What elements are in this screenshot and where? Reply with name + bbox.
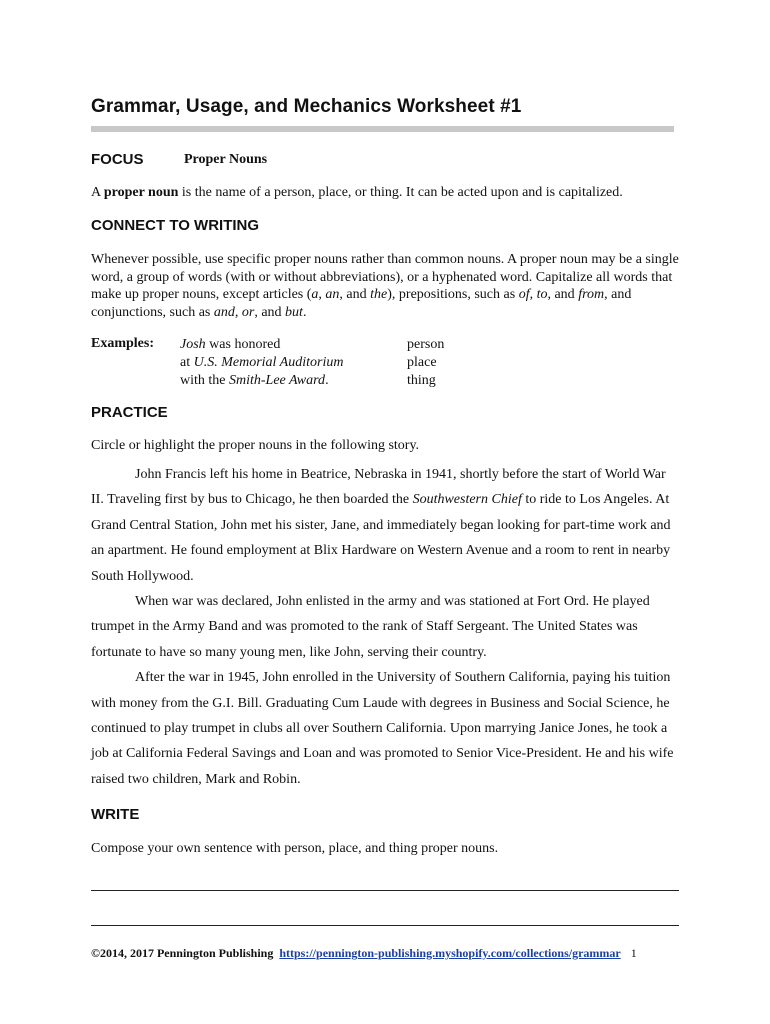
example-line-thing: with the Smith-Lee Award. [180, 373, 329, 388]
definition-term: proper noun [103, 185, 179, 200]
example-line-place: at U.S. Memorial Auditorium [180, 355, 344, 370]
practice-instruction: Circle or highlight the proper nouns in the following story. [91, 438, 420, 453]
page-footer [91, 946, 681, 961]
connect-heading: CONNECT TO WRITING [91, 217, 260, 234]
copyright-text: ©2014, 2017 Pennington Publishing [91, 946, 274, 960]
example-line-person: Josh was honored [180, 337, 281, 352]
connect-paragraph: Whenever possible, use specific proper nouns rather than common nouns. A proper noun may be a single word, a group of words (with or without abbreviations), or a hyphenated word. Capitalize all words that make up proper nouns, except articles (a, an, and the), prepositions, such as of, to, and from, and conjunctions, such as and, or, and but. [91, 252, 679, 320]
focus-label: FOCUS [91, 151, 144, 168]
title-underline-bar [91, 126, 674, 132]
story-paragraph: When war was declared, John enlisted in the army and was stationed at Fort Ord. He played trumpet in the Army Band and was promoted to the rank of Staff Sergeant. The United States was fortunate to have so many young men, like John, serving their country. [91, 594, 650, 660]
practice-story [91, 462, 681, 792]
write-heading: WRITE [91, 806, 140, 823]
answer-line[interactable] [91, 925, 679, 926]
worksheet-title: Grammar, Usage, and Mechanics Worksheet #1 [91, 96, 522, 117]
examples-label: Examples: [91, 336, 154, 351]
practice-heading: PRACTICE [91, 404, 168, 421]
example-kind: person [407, 337, 445, 352]
story-paragraph: John Francis left his home in Beatrice, Nebraska in 1941, shortly before the start of World War II. Traveling first by bus to Chicago, he then boarded the Southwestern Chief to ride to Los Angeles. At Grand Central Station, John met his sister, Jane, and immediately began looking for part-time work and an apartment. He found employment at Blix Hardware on Western Avenue and a room to rent in nearby South Hollywood. [91, 467, 671, 584]
page-number: 1 [630, 946, 637, 960]
write-instruction: Compose your own sentence with person, place, and thing proper nouns. [91, 841, 499, 856]
example-kind: place [407, 355, 437, 370]
publisher-link[interactable]: https://pennington-publishing.myshopify.com/collections/grammar [279, 946, 621, 960]
examples-kinds [407, 336, 444, 390]
example-kind: thing [407, 373, 436, 388]
answer-line[interactable] [91, 890, 679, 891]
examples-sentences [180, 336, 343, 390]
story-paragraph: After the war in 1945, John enrolled in the University of Southern California, paying his tuition with money from the G.I. Bill. Graduating Cum Laude with degrees in Business and Social Science, he continued to play trumpet in clubs all over Southern California. Upon marrying Janice Jones, he took a job at California Federal Savings and Loan and was promoted to Senior Vice-President. He and his wife raised two children, Mark and Robin. [91, 670, 674, 787]
definition-text: A proper noun is the name of a person, place, or thing. It can be acted upon and is capitalized. [91, 185, 623, 200]
focus-topic: Proper Nouns [184, 152, 268, 167]
